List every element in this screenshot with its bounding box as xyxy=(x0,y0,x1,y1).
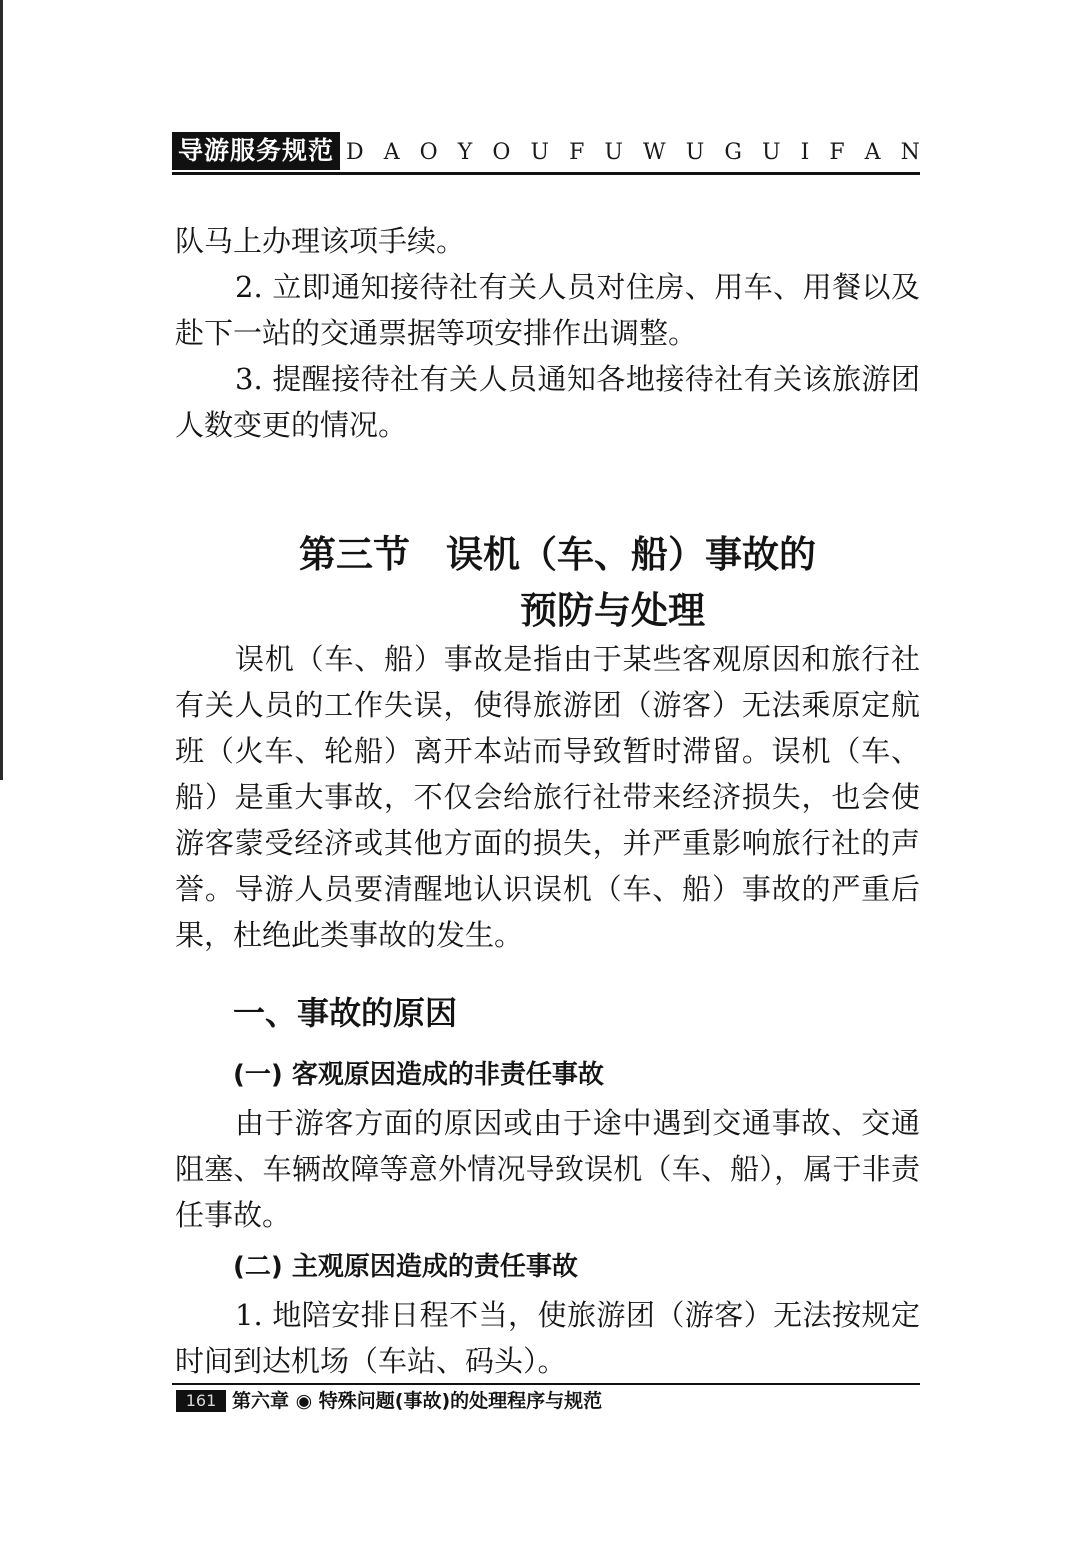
pinyin-letter: U xyxy=(604,139,623,165)
pinyin-letter: A xyxy=(383,139,400,165)
chapter-title: 第六章 ◉ 特殊问题(事故)的处理程序与规范 xyxy=(232,1390,603,1412)
pinyin-letter: U xyxy=(761,139,781,165)
footer-rule xyxy=(172,1383,920,1385)
running-header xyxy=(172,130,920,174)
pinyin-letter: U xyxy=(530,139,550,165)
pinyin-letter: O xyxy=(419,139,438,165)
page-number: 161 xyxy=(176,1390,226,1412)
scan-edge xyxy=(0,0,3,780)
pinyin-letter: O xyxy=(492,139,511,165)
section-label: 第三节 xyxy=(299,532,410,576)
running-footer xyxy=(172,1383,920,1423)
pinyin-letter: U xyxy=(685,139,705,165)
intro-paragraph: 误机（车、船）事故是指由于某些客观原因和旅行社有关人员的工作失误，使得旅游团（游客）无法乘原定航班（火车、轮船）离开本站而导致暂时滞留。误机（车、船）是重大事故，不仅会给旅行社带来经济损失，也会使游客蒙受经济或其他方面的损失，并严重影响旅行社的声誉。导游人员要清醒地认识误机（车、船）事故的严重后果，杜绝此类事故的发生。 xyxy=(175,642,920,952)
heading-causes: 一、事故的原因 xyxy=(233,994,458,1032)
subheading-objective: (一) 客观原因造成的非责任事故 xyxy=(233,1060,604,1090)
pinyin-letter: A xyxy=(864,139,881,165)
objective-paragraph: 由于游客方面的原因或由于途中遇到交通事故、交通阻塞、车辆故障等意外情况导致误机（车、船），属于非责任事故。 xyxy=(175,1106,920,1232)
pinyin-letter: W xyxy=(643,139,666,165)
book-title-pinyin xyxy=(346,134,920,170)
pinyin-letter: F xyxy=(569,139,585,165)
continuation-paragraph: 队马上办理该项手续。 xyxy=(175,224,466,258)
pinyin-letter: G xyxy=(724,139,742,165)
section-title-line2: 预防与处理 xyxy=(520,588,705,632)
pinyin-letter: F xyxy=(829,139,845,165)
book-title-badge: 导游服务规范 xyxy=(172,132,340,170)
section-title-line1: 误机（车、船）事故的 xyxy=(446,532,816,576)
pinyin-letter: N xyxy=(900,139,920,165)
subjective-item-1: 1. 地陪安排日程不当，使旅游团（游客）无法按规定时间到达机场（车站、码头）。 xyxy=(175,1298,920,1378)
section-title xyxy=(175,528,920,636)
pinyin-letter: I xyxy=(800,139,810,165)
pinyin-letter: D xyxy=(346,139,364,165)
list-item-2: 2. 立即通知接待社有关人员对住房、用车、用餐以及赴下一站的交通票据等项安排作出调整。 xyxy=(175,270,920,350)
subheading-subjective: (二) 主观原因造成的责任事故 xyxy=(233,1252,578,1282)
list-item-3: 3. 提醒接待社有关人员通知各地接待社有关该旅游团人数变更的情况。 xyxy=(175,362,920,442)
page-body xyxy=(175,218,920,1384)
header-rule xyxy=(172,172,920,175)
pinyin-letter: Y xyxy=(457,139,473,165)
